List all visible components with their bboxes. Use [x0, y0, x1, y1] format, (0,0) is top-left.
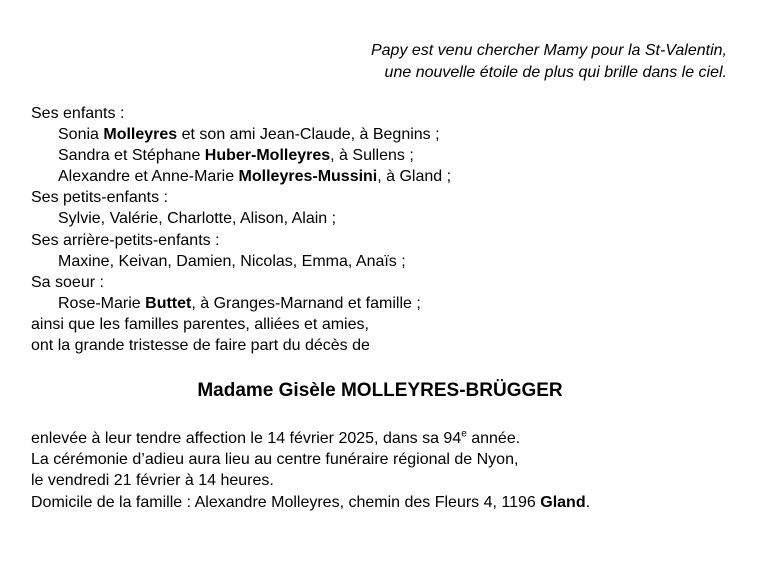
- closing-block: [31, 428, 590, 513]
- sister-entry-text: Rose-Marie: [58, 294, 146, 312]
- passing-date-text: enlevée à leur tendre affection le 14 février 2025, dans sa 94: [31, 430, 462, 447]
- epigraph: [371, 40, 727, 84]
- child-surname: Molleyres: [103, 126, 178, 144]
- child-surname: Huber-Molleyres: [204, 147, 331, 165]
- ceremony-date-line: le vendredi 21 février à 14 heures.: [31, 472, 274, 490]
- sister-entry: [31, 293, 451, 314]
- child-entry: [31, 145, 451, 166]
- deceased-name: Madame Gisèle MOLLEYRES-BRÜGGER: [197, 380, 563, 401]
- ordinal-superscript: e: [461, 428, 467, 440]
- announcement-line: ont la grande tristesse de faire part du décès de: [31, 337, 370, 355]
- sister-entry-text: , à Granges-Marnand et famille ;: [191, 294, 421, 312]
- child-surname: Molleyres-Mussini: [238, 168, 378, 186]
- family-address-town: Gland: [540, 493, 586, 511]
- great-grandchildren-list: Maxine, Keivan, Damien, Nicolas, Emma, Anaïs ;: [58, 252, 406, 270]
- sister-surname: Buttet: [145, 294, 192, 312]
- child-entry: [31, 124, 451, 145]
- child-entry-text: , à Gland ;: [377, 168, 452, 186]
- child-entry-text: , à Sullens ;: [330, 147, 414, 165]
- family-address-text: Domicile de la famille : Alexandre Molleyres, chemin des Fleurs 4, 1196: [31, 493, 541, 511]
- epigraph-line: une nouvelle étoile de plus qui brille dans le ciel.: [384, 64, 727, 81]
- ceremony-line: La cérémonie d’adieu aura lieu au centre funéraire régional de Nyon,: [31, 451, 519, 469]
- grandchildren-heading: Ses petits-enfants :: [31, 189, 168, 207]
- children-heading: Ses enfants :: [31, 105, 125, 122]
- family-address-line: [31, 492, 590, 513]
- epigraph-line: Papy est venu chercher Mamy pour la St-Valentin,: [370, 42, 727, 59]
- family-list: [31, 103, 451, 356]
- great-grandchildren-heading: Ses arrière-petits-enfants :: [31, 231, 220, 249]
- child-entry-text: Alexandre et Anne-Marie: [58, 168, 239, 186]
- child-entry-text: et son ami Jean-Claude, à Begnins ;: [177, 126, 440, 144]
- family-address-text: .: [585, 493, 591, 511]
- relatives-line: ainsi que les familles parentes, alliées et amies,: [31, 315, 369, 333]
- grandchildren-list: Sylvie, Valérie, Charlotte, Alison, Alain ;: [58, 210, 337, 228]
- passing-date-text: année.: [466, 430, 521, 447]
- child-entry: [31, 166, 451, 187]
- passing-date-line: [31, 428, 590, 449]
- sister-heading: Sa soeur :: [31, 273, 104, 291]
- child-entry-text: Sandra et Stéphane: [58, 147, 205, 165]
- child-entry-text: Sonia: [58, 126, 104, 144]
